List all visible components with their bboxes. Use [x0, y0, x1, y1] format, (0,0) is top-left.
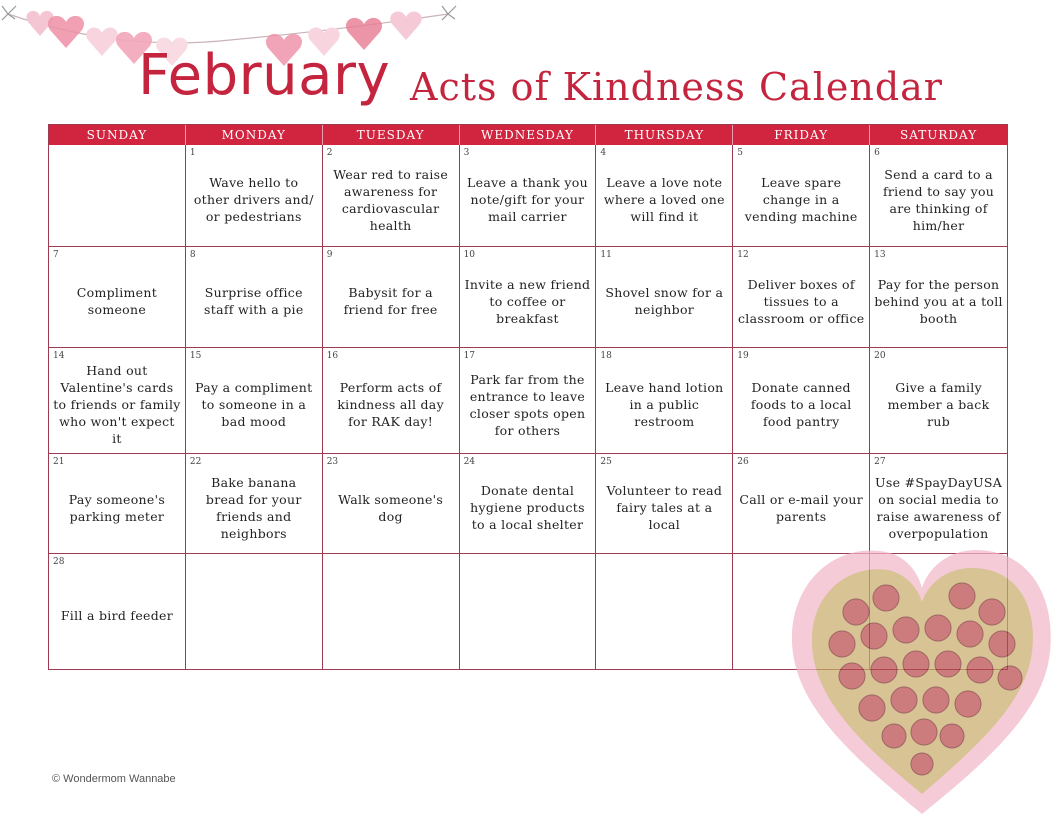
kindness-act: [464, 566, 592, 665]
day-number: 5: [737, 148, 744, 158]
kindness-act: Bake banana bread for your friends and neighbors: [205, 474, 302, 541]
kindness-act: [53, 157, 181, 242]
day-cell: [460, 348, 597, 454]
weekday-friday: FRIDAY: [733, 125, 870, 145]
day-number: 2: [326, 148, 333, 158]
day-cell: [323, 454, 460, 554]
day-cell: [460, 247, 597, 348]
weekday-monday: MONDAY: [186, 125, 323, 145]
copyright-credit: © Wondermom Wannabe: [52, 773, 176, 785]
kindness-act: Leave hand lotion in a public restroom: [605, 380, 724, 429]
calendar-subtitle: Acts of Kindness Calendar: [410, 65, 943, 109]
day-cell: [870, 348, 1007, 454]
kindness-act: Pay a compliment to someone in a bad mood: [195, 380, 313, 429]
kindness-act: Invite a new friend to coffee or breakfast: [464, 276, 591, 326]
day-cell: [596, 145, 733, 247]
kindness-act: Deliver boxes of tissues to a classroom or office: [737, 276, 865, 326]
month-title: February: [138, 43, 391, 108]
kindness-act: Compliment someone: [76, 285, 158, 317]
kindness-act: Park far from the entrance to leave closer spots open for others: [469, 371, 586, 438]
day-number: 14: [53, 351, 65, 361]
kindness-act: Walk someone's dog: [338, 491, 444, 524]
day-number: 18: [600, 351, 612, 361]
kindness-act: Surprise office staff with a pie: [204, 285, 304, 317]
day-cell: [460, 554, 597, 669]
day-number: 16: [326, 351, 339, 361]
day-number: 10: [463, 250, 476, 260]
day-cell: [596, 247, 733, 348]
weekday-saturday: SATURDAY: [900, 128, 978, 142]
day-cell: [870, 145, 1007, 247]
kindness-act: [600, 566, 728, 665]
day-number: 9: [326, 250, 333, 260]
day-number: 17: [463, 351, 476, 361]
day-number: 26: [737, 457, 749, 467]
kindness-act: [327, 566, 455, 665]
day-cell: [49, 247, 186, 348]
kindness-act: Perform acts of kindness all day for RAK day!: [337, 380, 444, 429]
day-number: 8: [189, 250, 196, 260]
weekday-wednesday: WEDNESDAY: [460, 125, 597, 145]
day-cell: [323, 554, 460, 669]
day-number: 13: [874, 250, 886, 260]
kindness-act: Send a card to a friend to say you are thinking of him/her: [882, 166, 995, 233]
day-cell: [49, 454, 186, 554]
day-number: 25: [600, 457, 612, 467]
day-cell: [596, 454, 733, 554]
day-cell: [323, 348, 460, 454]
kindness-act: Call or e-mail your parents: [739, 491, 864, 524]
day-number: 12: [737, 250, 749, 260]
day-number: 28: [53, 557, 65, 567]
day-number: 15: [189, 351, 202, 361]
day-cell: [186, 454, 323, 554]
kindness-act: Wear red to raise awareness for cardiovascular health: [333, 166, 449, 233]
day-number: 22: [189, 457, 202, 467]
kindness-act: Volunteer to read fairy tales at a local: [606, 483, 723, 532]
kindness-act: Hand out Valentine's cards to friends or family who won't expect it: [53, 363, 181, 446]
day-cell: [733, 145, 870, 247]
day-number: 27: [874, 457, 886, 467]
day-cell: [323, 145, 460, 247]
day-number: 7: [53, 250, 59, 260]
day-cell: [186, 145, 323, 247]
day-number: 24: [463, 457, 476, 467]
kindness-act: Donate canned foods to a local food pantry: [750, 380, 852, 429]
weekday-sunday: SUNDAY: [49, 125, 186, 145]
kindness-act: Fill a bird feeder: [60, 608, 174, 623]
weekday-header-row: [49, 125, 1007, 145]
kindness-act: Donate dental hygiene products to a local shelter: [470, 483, 585, 532]
weekday-thursday: THURSDAY: [596, 125, 733, 145]
kindness-act: Pay someone's parking meter: [68, 491, 166, 524]
day-cell: [49, 145, 186, 247]
heart-chocolate-box-icon: [786, 532, 1056, 822]
kindness-act: Shovel snow for a neighbor: [605, 285, 724, 317]
day-number: 21: [53, 457, 65, 467]
day-number: 1: [189, 148, 196, 158]
day-cell: [733, 247, 870, 348]
kindness-act: Use #SpayDayUSA on social media to raise awareness of overpopulation: [875, 474, 1003, 541]
day-cell: [733, 348, 870, 454]
day-cell: [596, 554, 733, 669]
day-cell: [460, 145, 597, 247]
kindness-act: Pay for the person behind you at a toll booth: [874, 276, 1003, 326]
day-cell: [596, 348, 733, 454]
day-cell: [323, 247, 460, 348]
kindness-act: [190, 566, 318, 665]
day-number: 3: [463, 148, 470, 158]
day-number: 23: [326, 457, 339, 467]
day-number: 4: [600, 148, 607, 158]
day-cell: [870, 247, 1007, 348]
day-number: 20: [874, 351, 886, 361]
kindness-act: Leave a thank you note/gift for your mail carrier: [467, 175, 588, 224]
weekday-tuesday: TUESDAY: [323, 125, 460, 145]
day-number: 11: [600, 250, 612, 260]
kindness-act: Leave spare change in a vending machine: [744, 175, 858, 224]
day-cell: [186, 554, 323, 669]
day-cell: [49, 554, 186, 669]
day-cell: [460, 454, 597, 554]
kindness-act: Wave hello to other drivers and/ or pedestrians: [193, 175, 314, 224]
day-cell: [49, 348, 186, 454]
day-cell: [186, 348, 323, 454]
day-cell: [186, 247, 323, 348]
kindness-act: Give a family member a back rub: [887, 380, 990, 429]
kindness-act: Leave a love note where a loved one will find it: [603, 175, 725, 224]
kindness-act: Babysit for a friend for free: [343, 285, 438, 317]
day-number: 19: [737, 351, 749, 361]
day-number: 6: [874, 148, 880, 158]
